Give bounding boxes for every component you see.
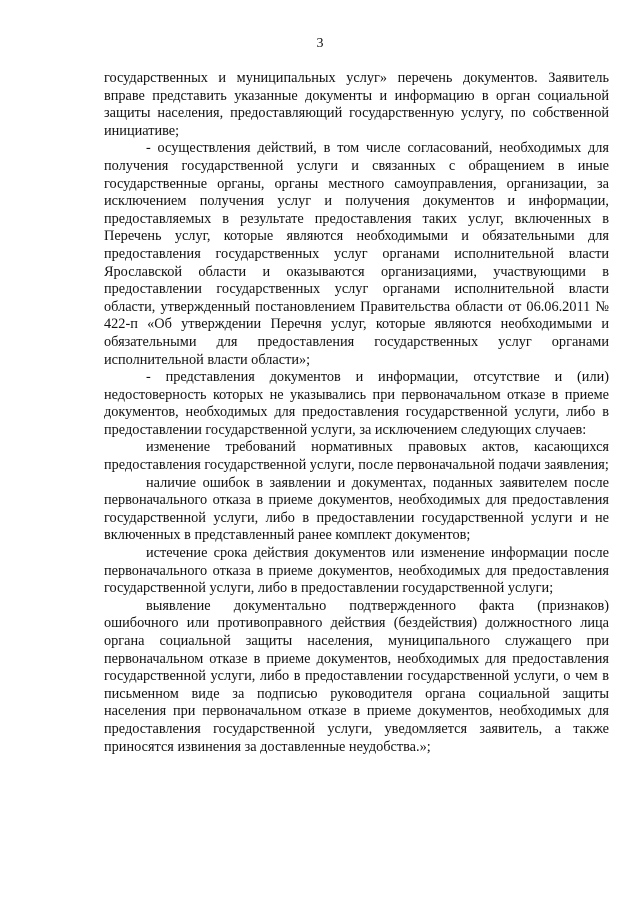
- paragraph-exception-regulation-change: изменение требований нормативных правовых актов, касающихся предоставления государственной услуги, после первоначальной подачи заявления;: [104, 439, 609, 474]
- paragraph-documents-not-indicated: - представления документов и информации, отсутствие и (или) недостоверность которых не указывались при первоначальном отказе в приеме документов, необходимых для предоставления государственной услуги, либо в предоставлении государственной услуги, за исключением следующих случаев:: [104, 369, 609, 438]
- paragraph-actions-approvals: - осуществления действий, в том числе согласований, необходимых для получения государственной услуги и связанных с обращением в иные государственные органы, органы местного самоуправления, организации, за исключением получения услуг и получения документов и информации, предоставляемых в результате предоставления таких услуг, включенных в Перечень услуг, которые являются необходимыми и обязательными для предоставления государственных услуг органами исполнительной власти Ярославской области и оказываются организациями, участвующими в предоставлении государственных услуг органами исполнительной власти области, утвержденный постановлением Правительства области от 06.06.2011 № 422-п «Об утверждении Перечня услуг, которые являются необходимыми и обязательными для предоставления государственных услуг органами исполнительной власти области»;: [104, 140, 609, 368]
- paragraph-exception-errors: наличие ошибок в заявлении и документах, поданных заявителем после первоначального отказа в приеме документов, необходимых для предоставления государственной услуги, либо в предоставлении государственной услуги и не включенных в представленный ранее комплект документов;: [104, 474, 609, 544]
- page-number: 3: [316, 36, 324, 51]
- paragraph-exception-expiry: истечение срока действия документов или изменение информации после первоначального отказа в приеме документов, необходимых для предоставления государственной услуги, либо в предоставлении государственной услуги;: [104, 545, 609, 597]
- paragraph-exception-wrongful-action: выявление документально подтвержденного факта (признаков) ошибочного или противоправного действия (бездействия) должностного лица органа социальной защиты населения, муниципального служащего при первоначальном отказе в приеме документов, необходимых для предоставления государственной услуги, либо в предоставлении государственной услуги, о чем в письменном виде за подписью руководителя органа социальной защиты населения при первоначальном отказе в приеме документов, необходимых для предоставления государственной услуги, уведомляется заявитель, а также приносятся извинения за доставленные неудобства.»;: [104, 597, 609, 755]
- document-body: [104, 70, 609, 756]
- paragraph-continuation: государственных и муниципальных услуг» перечень документов. Заявитель вправе представить указанные документы и информацию в орган социальной защиты населения, предоставляющий государственную услугу, по собственной инициативе;: [104, 70, 609, 139]
